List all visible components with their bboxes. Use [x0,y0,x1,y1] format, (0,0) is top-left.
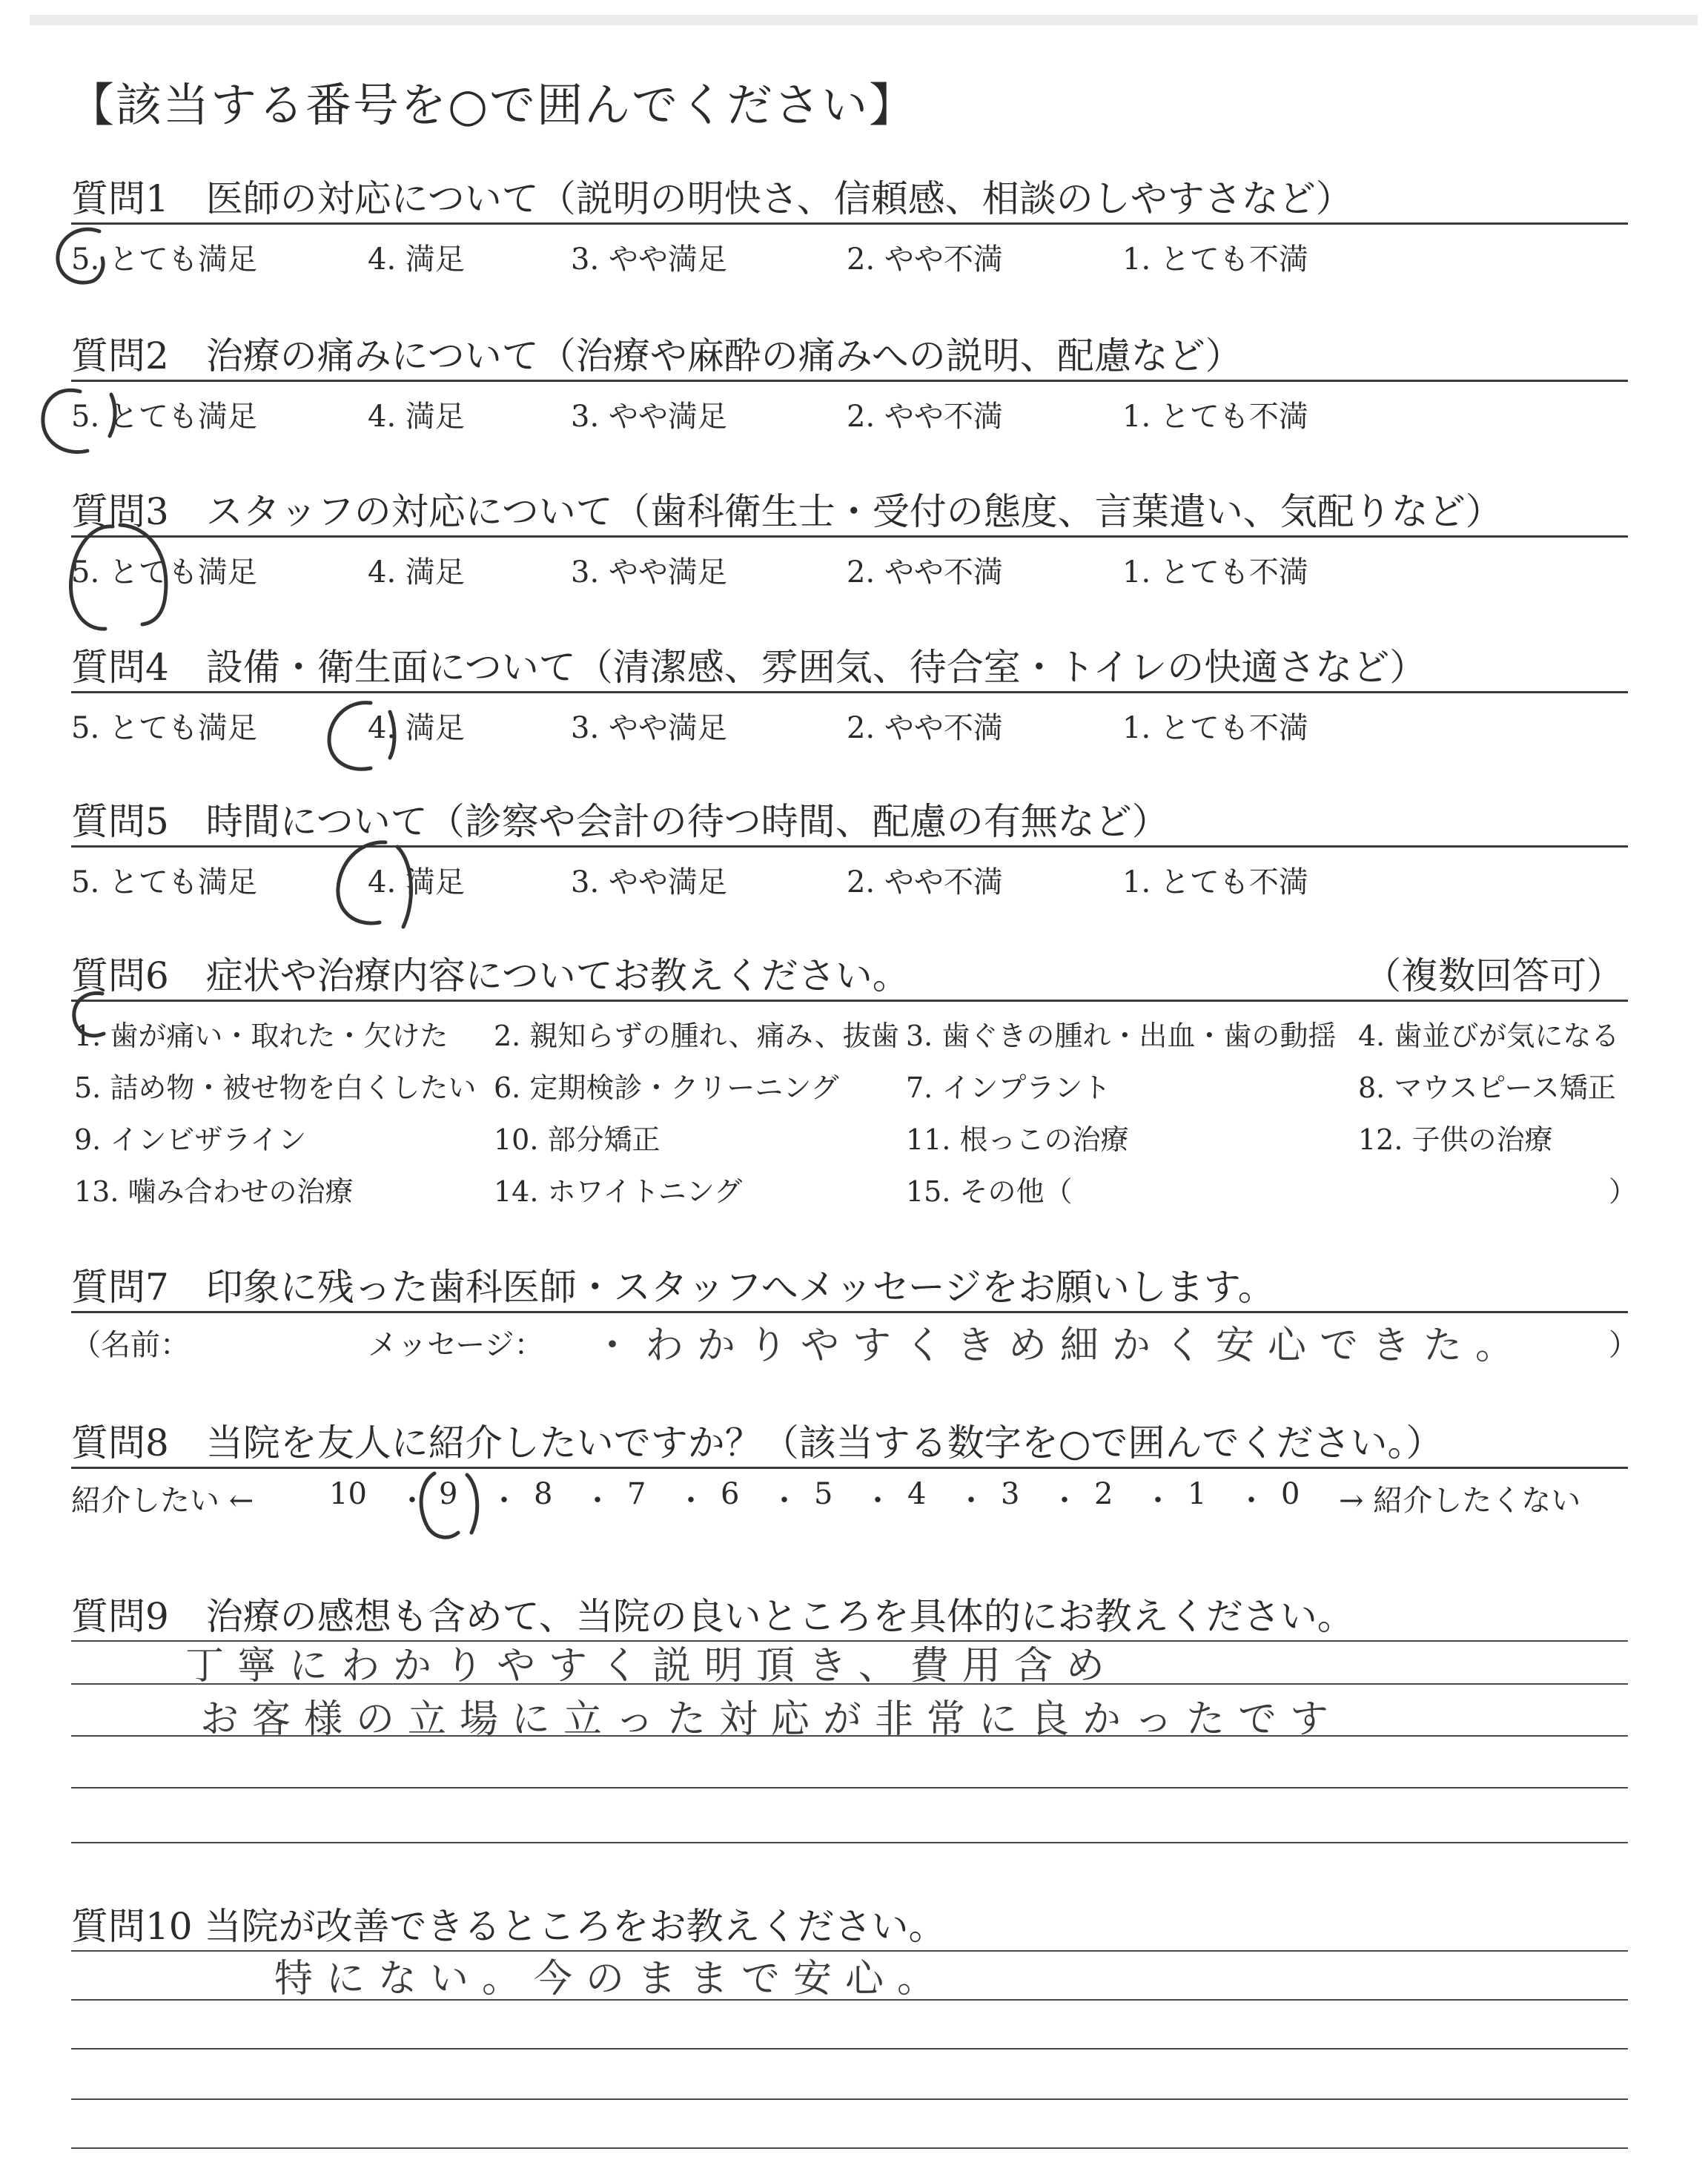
q6-option-10[interactable]: 10. 部分矯正 [494,1123,661,1156]
q5-option-1[interactable]: 1. とても不満 [1122,865,1308,899]
q3-selection-circle [61,512,187,638]
question-2-rule [71,380,1628,382]
q6-option-14[interactable]: 14. ホワイトニング [494,1175,743,1208]
q7-handwritten-message[interactable]: ・わかりやすくきめ細かく安心できた。 [593,1324,1528,1368]
q10-line-3 [71,2048,1628,2050]
q8-scale-4[interactable]: 4 [907,1477,927,1511]
q8-scale-6[interactable]: 6 [721,1477,740,1511]
question-4-rule [71,691,1628,693]
q1-option-3[interactable]: 3. やや満足 [571,242,727,277]
q2-option-1[interactable]: 1. とても不満 [1122,400,1308,434]
q6-option-9[interactable]: 9. インビザライン [74,1123,307,1156]
q8-dot: ・ [769,1484,799,1518]
q3-option-4[interactable]: 4. 満足 [368,555,465,589]
q1-option-5[interactable]: 5. とても満足 [71,242,257,277]
q8-dot: ・ [1143,1484,1173,1518]
q9-handwritten-line-1[interactable]: 丁寧にわかりやすく説明頂き、費用含め [185,1644,1118,1688]
q10-line-5 [71,2147,1628,2149]
q6-option-15[interactable]: 15. その他（ [906,1175,1073,1208]
question-1-title: 質問1 医師の対応について（説明の明快さ、信頼感、相談のしやすさなど） [71,177,1353,220]
q9-line-4 [71,1787,1628,1789]
q6-option-5[interactable]: 5. 詰め物・被せ物を白くしたい [74,1071,477,1104]
q8-right-label: → 紹介したくない [1339,1484,1581,1518]
q8-left-label: 紹介したい ← [71,1484,254,1518]
q1-selection-circle [53,222,128,289]
q8-dot: ・ [489,1484,519,1518]
question-5-title: 質問5 時間について（診察や会計の待つ時間、配慮の有無など） [71,800,1169,843]
question-10-title: 質問10 当院が改善できるところをお教えください。 [71,1905,946,1948]
q6-option-2[interactable]: 2. 親知らずの腫れ、痛み、抜歯 [494,1020,899,1052]
q6-option-15-close: ） [1609,1175,1638,1208]
q4-option-2[interactable]: 2. やや不満 [847,711,1003,745]
q6-option-6[interactable]: 6. 定期検診・クリーニング [494,1071,839,1104]
q8-scale-7[interactable]: 7 [627,1477,646,1511]
q8-selection-circle [412,1464,486,1546]
q1-option-2[interactable]: 2. やや不満 [847,242,1003,277]
q8-dot: ・ [956,1484,986,1518]
q5-option-2[interactable]: 2. やや不満 [847,865,1003,899]
q8-scale-3[interactable]: 3 [1001,1477,1020,1511]
q10-line-4 [71,2098,1628,2100]
q6-option-1[interactable]: 1. 歯が痛い・取れた・欠けた [74,1020,448,1052]
q5-option-4[interactable]: 4. 満足 [368,865,465,899]
q6-option-8[interactable]: 8. マウスピース矯正 [1358,1071,1616,1104]
question-3-rule [71,535,1628,538]
question-7-title: 質問7 印象に残った歯科医師・スタッフへメッセージをお願いします。 [71,1266,1275,1309]
q9-handwritten-line-2[interactable]: お客様の立場に立った対応が非常に良かったです [200,1697,1343,1742]
q5-option-5[interactable]: 5. とても満足 [71,865,257,899]
question-7-rule [71,1311,1628,1313]
q8-dot: ・ [863,1484,893,1518]
q3-option-5[interactable]: 5. とても満足 [71,555,257,589]
question-6-note: （複数回答可） [1364,954,1623,997]
q2-selection-circle [36,378,132,460]
page-header: 【該当する番号を○で囲んでください】 [68,78,917,132]
q5-option-3[interactable]: 3. やや満足 [571,865,727,899]
question-2-title: 質問2 治療の痛みについて（治療や麻酔の痛みへの説明、配慮など） [71,334,1242,377]
scan-edge [30,15,1698,25]
question-8-rule [71,1467,1628,1469]
question-6-title: 質問6 症状や治療内容についてお教えください。 [71,954,910,997]
question-1-rule [71,222,1628,225]
q4-option-4[interactable]: 4. 満足 [368,711,465,745]
q8-scale-1[interactable]: 1 [1188,1477,1207,1511]
q8-dot: ・ [1050,1484,1079,1518]
q3-option-2[interactable]: 2. やや不満 [847,555,1003,589]
q8-dot: ・ [583,1484,612,1518]
question-5-rule [71,845,1628,848]
question-6-rule [71,1000,1628,1002]
q2-option-3[interactable]: 3. やや満足 [571,400,727,434]
q8-scale-8[interactable]: 8 [534,1477,553,1511]
q7-close-paren: ） [1609,1328,1638,1362]
q6-option-4[interactable]: 4. 歯並びが気になる [1358,1020,1620,1052]
q8-scale-2[interactable]: 2 [1094,1477,1113,1511]
q1-option-4[interactable]: 4. 満足 [368,242,465,277]
q3-option-1[interactable]: 1. とても不満 [1122,555,1308,589]
q7-name-label: （名前： [71,1328,190,1362]
q8-dot: ・ [1237,1484,1266,1518]
q1-option-1[interactable]: 1. とても不満 [1122,242,1308,277]
q2-option-5[interactable]: 5. とても満足 [71,400,257,434]
q6-option-13[interactable]: 13. 噛み合わせの治療 [74,1175,354,1208]
question-8-title: 質問8 当院を友人に紹介したいですか？（該当する数字を○で囲んでください。） [71,1421,1443,1464]
q10-handwritten-line-1[interactable]: 特にない。今のままで安心。 [274,1957,950,2001]
q4-option-1[interactable]: 1. とても不満 [1122,711,1308,745]
q8-scale-10[interactable]: 10 [329,1477,367,1511]
question-9-title: 質問9 治療の感想も含めて、当院の良いところを具体的にお教えください。 [71,1595,1354,1638]
q8-dot: ・ [397,1484,427,1518]
q6-option-11[interactable]: 11. 根っこの治療 [906,1123,1129,1156]
q5-selection-circle [326,830,437,934]
q6-option-3[interactable]: 3. 歯ぐきの腫れ・出血・歯の動揺 [906,1020,1337,1052]
q8-dot: ・ [676,1484,706,1518]
q6-option-12[interactable]: 12. 子供の治療 [1358,1123,1553,1156]
q6-selection-circle [67,986,126,1046]
q3-option-3[interactable]: 3. やや満足 [571,555,727,589]
q6-option-7[interactable]: 7. インプラント [906,1071,1111,1104]
q4-selection-circle [319,690,415,779]
question-4-title: 質問4 設備・衛生面について（清潔感、雰囲気、待合室・トイレの快適さなど） [71,646,1427,689]
q2-option-4[interactable]: 4. 満足 [368,400,465,434]
q8-scale-9[interactable]: 9 [439,1477,458,1511]
question-3-title: 質問3 スタッフの対応について（歯科衛生士・受付の態度、言葉遣い、気配りなど） [71,490,1503,533]
q8-scale-5[interactable]: 5 [814,1477,833,1511]
q4-option-3[interactable]: 3. やや満足 [571,711,727,745]
q9-line-5 [71,1842,1628,1843]
q7-message-label: メッセージ： [368,1328,544,1362]
q8-scale-0[interactable]: 0 [1281,1477,1300,1511]
q2-option-2[interactable]: 2. やや不満 [847,400,1003,434]
q4-option-5[interactable]: 5. とても満足 [71,711,257,745]
